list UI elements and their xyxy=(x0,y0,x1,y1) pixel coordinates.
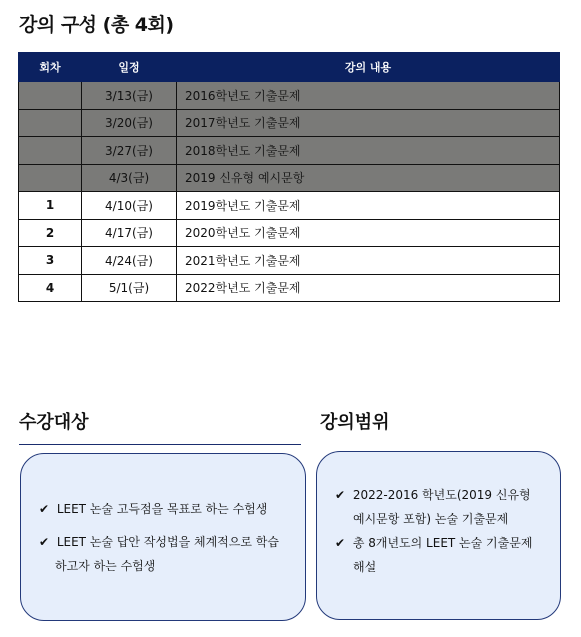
table-row xyxy=(19,164,560,192)
cell-content: 2016학년도 기출문제 xyxy=(177,82,560,110)
cell-no xyxy=(19,82,82,110)
table-row xyxy=(19,192,560,220)
table-row xyxy=(19,137,560,165)
cell-no xyxy=(19,164,82,192)
check-icon: ✔ xyxy=(39,502,50,516)
scope-item-text-cont: 예시문항 포함) 논술 기출문제 xyxy=(353,512,509,526)
scope-item-text-cont: 해설 xyxy=(353,560,377,574)
header-no: 회차 xyxy=(19,53,82,82)
cell-content: 2017학년도 기출문제 xyxy=(177,109,560,137)
table-header-row xyxy=(19,53,560,82)
scope-item xyxy=(335,483,531,531)
cell-content: 2020학년도 기출문제 xyxy=(177,219,560,247)
scope-item xyxy=(335,531,532,579)
header-date: 일정 xyxy=(82,53,177,82)
cell-content: 2019학년도 기출문제 xyxy=(177,192,560,220)
cell-no: 2 xyxy=(19,219,82,247)
cell-no: 1 xyxy=(19,192,82,220)
cell-content: 2018학년도 기출문제 xyxy=(177,137,560,165)
header-content: 강의 내용 xyxy=(177,53,560,82)
scope-box xyxy=(316,451,561,620)
cell-no: 4 xyxy=(19,274,82,302)
cell-date: 3/13(금) xyxy=(82,82,177,110)
target-item-text: LEET 논술 답안 작성법을 체계적으로 학습 xyxy=(56,535,279,549)
cell-no xyxy=(19,109,82,137)
cell-date: 4/17(금) xyxy=(82,219,177,247)
target-item-text-cont: 하고자 하는 수험생 xyxy=(55,559,156,573)
cell-date: 4/24(금) xyxy=(82,247,177,275)
table-row xyxy=(19,109,560,137)
target-item xyxy=(39,497,267,521)
schedule-table xyxy=(18,52,560,302)
scope-heading: 강의범위 xyxy=(320,412,390,433)
table-row xyxy=(19,219,560,247)
scope-item-text: 총 8개년도의 LEET 논술 기출문제 xyxy=(352,536,533,550)
scope-item-text: 2022-2016 학년도(2019 신유형 xyxy=(352,488,531,502)
table-row xyxy=(19,274,560,302)
cell-content: 2019 신유형 예시문항 xyxy=(177,164,560,192)
cell-no: 3 xyxy=(19,247,82,275)
target-item-text: LEET 논술 고득점을 목표로 하는 수험생 xyxy=(56,502,268,516)
cell-date: 5/1(금) xyxy=(82,274,177,302)
cell-date: 4/10(금) xyxy=(82,192,177,220)
cell-content: 2022학년도 기출문제 xyxy=(177,274,560,302)
cell-no xyxy=(19,137,82,165)
cell-date: 3/27(금) xyxy=(82,137,177,165)
table-row xyxy=(19,82,560,110)
target-heading: 수강대상 xyxy=(19,412,89,433)
cell-content: 2021학년도 기출문제 xyxy=(177,247,560,275)
target-box xyxy=(20,453,306,621)
check-icon: ✔ xyxy=(335,536,346,550)
cell-date: 4/3(금) xyxy=(82,164,177,192)
page-title: 강의 구성 (총 4회) xyxy=(19,14,174,36)
target-divider xyxy=(19,444,301,445)
check-icon: ✔ xyxy=(335,488,346,502)
check-icon: ✔ xyxy=(39,535,50,549)
cell-date: 3/20(금) xyxy=(82,109,177,137)
target-item xyxy=(39,530,279,578)
table-row xyxy=(19,247,560,275)
